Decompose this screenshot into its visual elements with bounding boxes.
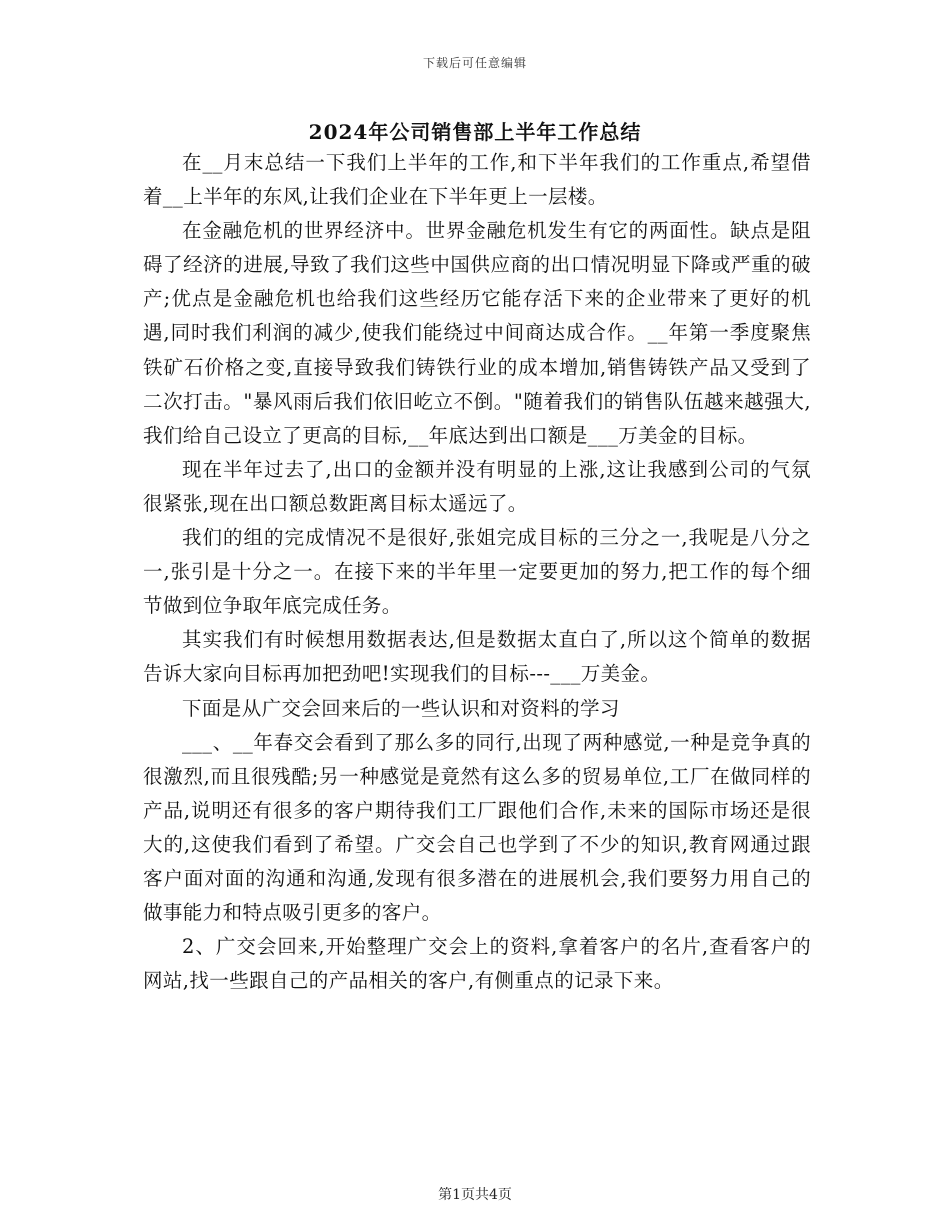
paragraph-intro: 在__月末总结一下我们上半年的工作,和下半年我们的工作重点,希望借着__上半年的东风,让我们企业在下半年更上一层楼。 [143,151,811,209]
document-body [143,146,811,998]
paragraph-data-goal: 其实我们有时候想用数据表达,但是数据太直白了,所以这个简单的数据告诉大家向目标再加把劲吧!实现我们的目标---___万美金。 [143,628,811,686]
paragraph-canton-fair-followup: 2、广交会回来,开始整理广交会上的资料,拿着客户的名片,查看客户的网站,找一些跟自己的产品相关的客户,有侧重点的记录下来。 [143,935,811,993]
paragraph-half-year-status: 现在半年过去了,出口的金额并没有明显的上涨,这让我感到公司的气氛很紧张,现在出口额总数距离目标太遥远了。 [143,457,811,515]
paragraph-financial-crisis: 在金融危机的世界经济中。世界金融危机发生有它的两面性。缺点是阻碍了经济的进展,导致了我们这些中国供应商的出口情况明显下降或严重的破产;优点是金融危机也给我们这些经历它能存活下来的企业带来了更好的机遇,同时我们利润的减少,使我们能绕过中间商达成合作。__年第一季度聚焦铁矿石价格之变,直接导致我们铸铁行业的成本增加,销售铸铁产品又受到了二次打击。"暴风雨后我们依旧屹立不倒。"随着我们的销售队伍越来越强大,我们给自己设立了更高的目标,__年底达到出口额是___万美金的目标。 [143,219,811,447]
page-number-footer: 第1页共4页 [438,1187,512,1203]
page-header-note: 下载后可任意编辑 [422,56,527,70]
document-title: 2024年公司销售部上半年工作总结 [308,120,642,144]
paragraph-canton-fair-intro: 下面是从广交会回来后的一些认识和对资料的学习 [182,696,620,720]
paragraph-canton-fair-impressions: ___、__年春交会看到了那么多的同行,出现了两种感觉,一种是竞争真的很激烈,而且很残酷;另一种感觉是竟然有这么多的贸易单位,工厂在做同样的产品,说明还有很多的客户期待我们工厂跟他们合作,未来的国际市场还是很大的,这使我们看到了希望。广交会自己也学到了不少的知识,教育网通过跟客户面对面的沟通和沟通,发现有很多潜在的进展机会,我们要努力用自己的做事能力和特点吸引更多的客户。 [143,730,811,925]
paragraph-team-progress: 我们的组的完成情况不是很好,张姐完成目标的三分之一,我呢是八分之一,张引是十分之一。在接下来的半年里一定要更加的努力,把工作的每个细节做到位争取年底完成任务。 [143,526,811,618]
